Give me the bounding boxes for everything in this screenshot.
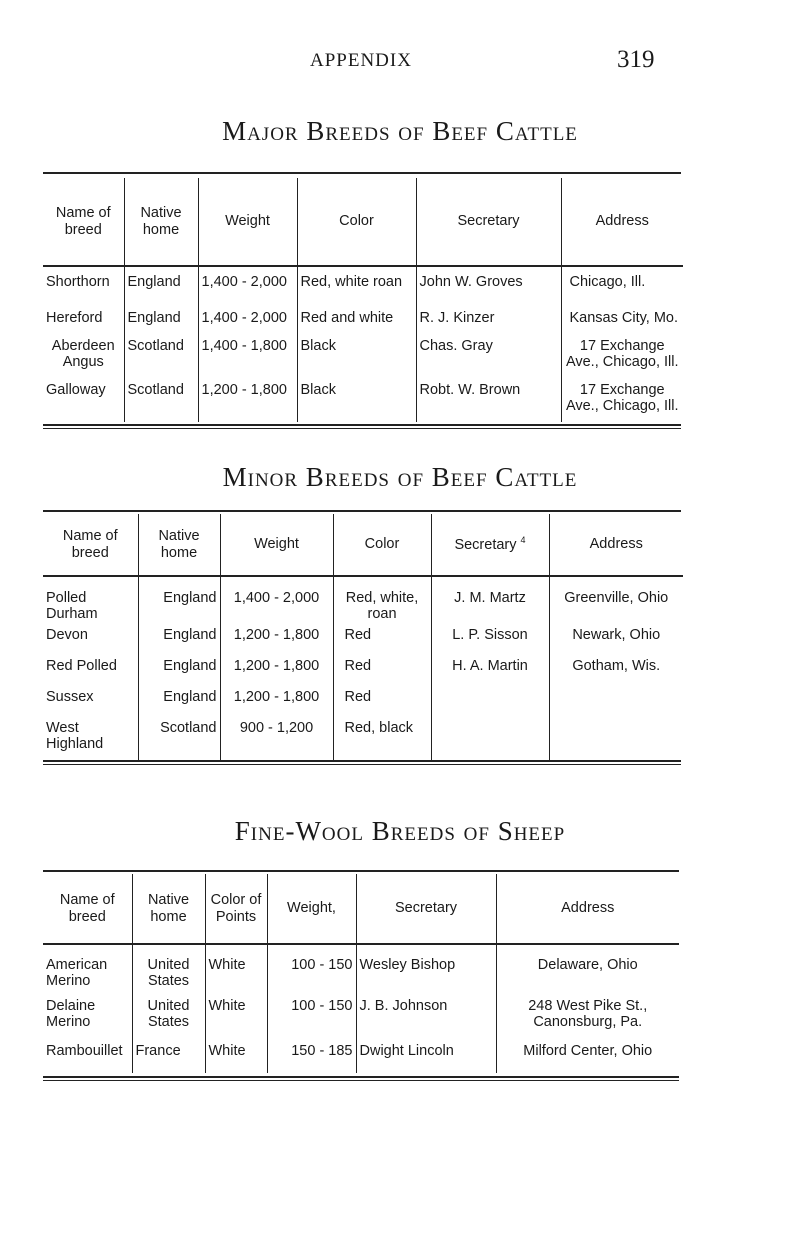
- fine-wool-title: Fine-Wool Breeds of Sheep: [234, 816, 566, 846]
- cell-address: 17 Exchange Ave., Chicago, Ill.: [561, 382, 683, 422]
- cell-address: Chicago, Ill.: [561, 266, 683, 310]
- table-row: [43, 944, 679, 998]
- header-secretary-label: Secretary: [454, 537, 517, 554]
- major-beef-title: Major Breeds of Beef Cattle: [222, 116, 578, 146]
- fine-wool-bottom-rule: [43, 1076, 679, 1078]
- cell-breed: American Merino: [46, 957, 108, 990]
- table-row: [43, 1043, 679, 1073]
- minor-beef-title: Minor Breeds of Beef Cattle: [222, 462, 578, 492]
- cell-breed: Aberdeen Angus: [51, 338, 115, 371]
- cell-color: Red: [333, 658, 431, 689]
- cell-breed: Galloway: [46, 382, 106, 398]
- cell-color: Black: [297, 382, 416, 422]
- table-row: [43, 310, 683, 338]
- cell-address: 17 Exchange Ave., Chicago, Ill.: [561, 338, 683, 382]
- cell-native-home: Scotland: [138, 720, 220, 760]
- cell-breed: Hereford: [46, 310, 103, 326]
- cell-weight: 1,200 - 1,800: [220, 689, 333, 720]
- footnote-marker: 4: [520, 535, 526, 546]
- cell-secretary: John W. Groves: [416, 266, 561, 310]
- cell-color: Red, white roan: [297, 266, 416, 310]
- cell-native-home: United States: [132, 944, 205, 998]
- cell-address: Greenville, Ohio: [549, 576, 683, 627]
- cell-secretary: Dwight Lincoln: [356, 1043, 496, 1073]
- table-row: [43, 720, 683, 760]
- cell-native-home: Scotland: [124, 338, 198, 382]
- cell-color: Red, white, roan: [333, 576, 431, 627]
- cell-address: 248 West Pike St., Canonsburg, Pa.: [496, 998, 679, 1043]
- header-secretary: Secretary: [356, 874, 496, 944]
- table-row: [43, 382, 683, 422]
- header-name-of-breed: Name of breed: [43, 514, 138, 576]
- header-color: Color: [297, 178, 416, 266]
- table-row: [43, 266, 683, 310]
- cell-secretary: J. B. Johnson: [356, 998, 496, 1043]
- cell-color-of-points: White: [205, 944, 267, 998]
- cell-breed: Shorthorn: [46, 274, 110, 290]
- cell-native-home: Scotland: [124, 382, 198, 422]
- cell-breed: West Highland: [46, 720, 104, 753]
- table-row: [43, 576, 683, 627]
- table-row: [43, 658, 683, 689]
- cell-secretary: [431, 689, 549, 720]
- table-header-row: [43, 178, 683, 266]
- cell-weight: 900 - 1,200: [220, 720, 333, 760]
- cell-color: Red, black: [333, 720, 431, 760]
- cell-secretary: Robt. W. Brown: [416, 382, 561, 422]
- header-native-home: Native home: [132, 874, 205, 944]
- minor-beef-bottom-rule-2: [43, 764, 681, 765]
- running-head-title: APPENDIX: [310, 50, 412, 71]
- cell-secretary: H. A. Martin: [431, 658, 549, 689]
- header-color-of-points: Color of Points: [205, 874, 267, 944]
- cell-weight: 1,400 - 2,000: [220, 576, 333, 627]
- minor-beef-bottom-rule: [43, 760, 681, 762]
- header-weight: Weight: [220, 514, 333, 576]
- header-color: Color: [333, 514, 431, 576]
- cell-native-home: England: [138, 576, 220, 627]
- cell-native-home: England: [124, 266, 198, 310]
- major-beef-table: [43, 178, 683, 422]
- cell-color: Red: [333, 627, 431, 658]
- cell-color: Red and white: [297, 310, 416, 338]
- table-header-row: [43, 874, 679, 944]
- header-address: Address: [561, 178, 683, 266]
- cell-address: Kansas City, Mo.: [561, 310, 683, 338]
- cell-weight: 1,400 - 1,800: [198, 338, 297, 382]
- cell-weight: 1,200 - 1,800: [220, 627, 333, 658]
- table-header-row: [43, 514, 683, 576]
- cell-weight: 100 - 150: [267, 998, 356, 1043]
- cell-breed: Rambouillet: [46, 1043, 123, 1059]
- cell-address: Delaware, Ohio: [496, 944, 679, 998]
- table-row: [43, 338, 683, 382]
- cell-address: [549, 720, 683, 760]
- cell-native-home: England: [138, 689, 220, 720]
- cell-secretary: J. M. Martz: [431, 576, 549, 627]
- table-row: [43, 627, 683, 658]
- major-beef-bottom-rule: [43, 424, 681, 426]
- cell-address: [549, 689, 683, 720]
- header-native-home: Native home: [138, 514, 220, 576]
- header-native-home: Native home: [124, 178, 198, 266]
- cell-secretary: L. P. Sisson: [431, 627, 549, 658]
- cell-native-home: England: [138, 658, 220, 689]
- cell-breed: Red Polled: [46, 658, 117, 674]
- major-beef-bottom-rule-2: [43, 428, 681, 429]
- header-weight: Weight: [198, 178, 297, 266]
- cell-address: Gotham, Wis.: [549, 658, 683, 689]
- table-row: [43, 689, 683, 720]
- cell-address: Newark, Ohio: [549, 627, 683, 658]
- cell-weight: 1,400 - 2,000: [198, 266, 297, 310]
- cell-native-home: United States: [132, 998, 205, 1043]
- cell-secretary: Wesley Bishop: [356, 944, 496, 998]
- cell-native-home: England: [138, 627, 220, 658]
- cell-breed: Delaine Merino: [46, 998, 96, 1031]
- header-weight: Weight,: [267, 874, 356, 944]
- header-name-of-breed: Name of breed: [43, 874, 132, 944]
- cell-address: Milford Center, Ohio: [496, 1043, 679, 1073]
- minor-beef-top-rule: [43, 510, 681, 512]
- cell-color: Black: [297, 338, 416, 382]
- cell-native-home: England: [124, 310, 198, 338]
- cell-weight: 150 - 185: [267, 1043, 356, 1073]
- fine-wool-bottom-rule-2: [43, 1080, 679, 1081]
- fine-wool-top-rule: [43, 870, 679, 872]
- cell-breed: Polled Durham: [46, 590, 98, 623]
- cell-color-of-points: White: [205, 1043, 267, 1073]
- header-secretary: [431, 514, 549, 576]
- cell-weight: 1,400 - 2,000: [198, 310, 297, 338]
- table-row: [43, 998, 679, 1043]
- cell-color: Red: [333, 689, 431, 720]
- minor-beef-table: [43, 514, 683, 760]
- header-secretary: Secretary: [416, 178, 561, 266]
- cell-secretary: R. J. Kinzer: [416, 310, 561, 338]
- cell-weight: 1,200 - 1,800: [198, 382, 297, 422]
- running-head: [0, 46, 800, 86]
- header-name-of-breed: Name of breed: [43, 178, 124, 266]
- page-number: 319: [617, 46, 655, 73]
- cell-weight: 1,200 - 1,800: [220, 658, 333, 689]
- header-address: Address: [549, 514, 683, 576]
- cell-breed: Devon: [46, 627, 88, 643]
- cell-native-home: France: [132, 1043, 205, 1073]
- cell-secretary: [431, 720, 549, 760]
- fine-wool-table: [43, 874, 679, 1073]
- cell-weight: 100 - 150: [267, 944, 356, 998]
- header-address: Address: [496, 874, 679, 944]
- cell-secretary: Chas. Gray: [416, 338, 561, 382]
- cell-color-of-points: White: [205, 998, 267, 1043]
- cell-breed: Sussex: [46, 689, 94, 705]
- major-beef-top-rule: [43, 172, 681, 174]
